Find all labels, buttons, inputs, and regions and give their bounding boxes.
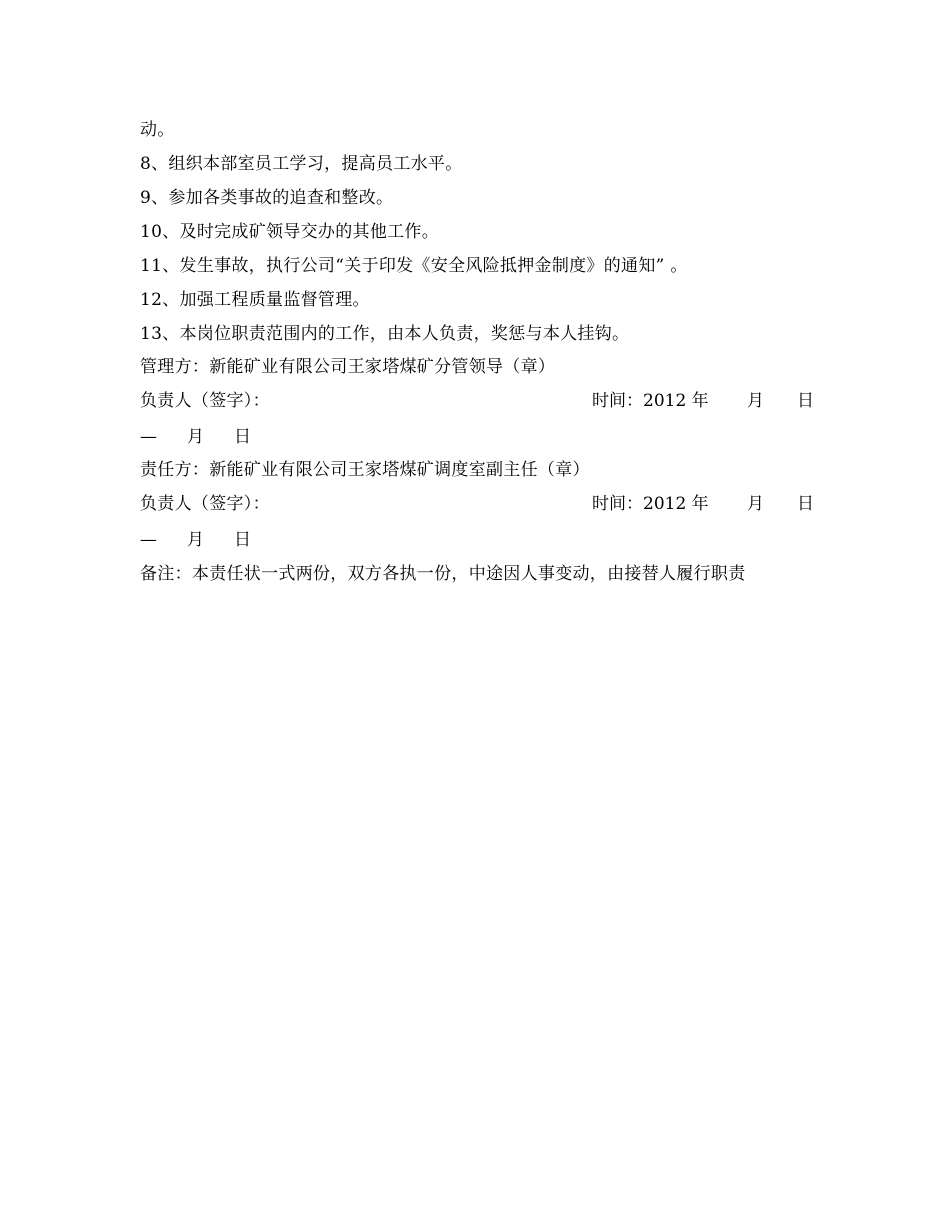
responsible-party-line: 责任方：新能矿业有限公司王家塔煤矿调度室副主任（章） [140,460,590,480]
responsible-date [592,492,814,516]
date-day: 日 [797,391,814,411]
date-month: 月 [747,494,764,514]
date-label: 时间：2012 年 [592,391,709,411]
date-label: 时间：2012 年 [592,494,709,514]
date-day: 日 [234,530,251,550]
date-day: 日 [797,494,814,514]
text-line: 动。 [140,120,175,140]
text-line: 13、本岗位职责范围内的工作，由本人负责，奖惩与本人挂钩。 [140,324,630,344]
manager-signer-label: 负责人（签字）： [140,391,270,411]
text-line: 11、发生事故，执行公司“关于印发《安全风险抵押金制度》的通知” 。 [140,256,688,276]
text-line: 9、参加各类事故的追查和整改。 [140,188,394,208]
date-month: 月 [187,427,204,447]
manager-date [592,389,814,413]
responsible-date-continuation [140,528,251,552]
date-month: 月 [187,530,204,550]
text-line: 12、加强工程质量监督管理。 [140,290,370,310]
responsible-signer-label: 负责人（签字）： [140,494,270,514]
date-dash: — [140,427,157,447]
text-line: 10、及时完成矿领导交办的其他工作。 [140,222,440,242]
date-month: 月 [747,391,764,411]
date-dash: — [140,530,157,550]
text-line: 8、组织本部室员工学习，提高员工水平。 [140,154,463,174]
note-line: 备注：本责任状一式两份，双方各执一份，中途因人事变动，由接替人履行职责 [140,564,746,584]
manager-date-continuation [140,425,251,449]
date-day: 日 [234,427,251,447]
manager-party-line: 管理方：新能矿业有限公司王家塔煤矿分管领导（章） [140,357,556,377]
